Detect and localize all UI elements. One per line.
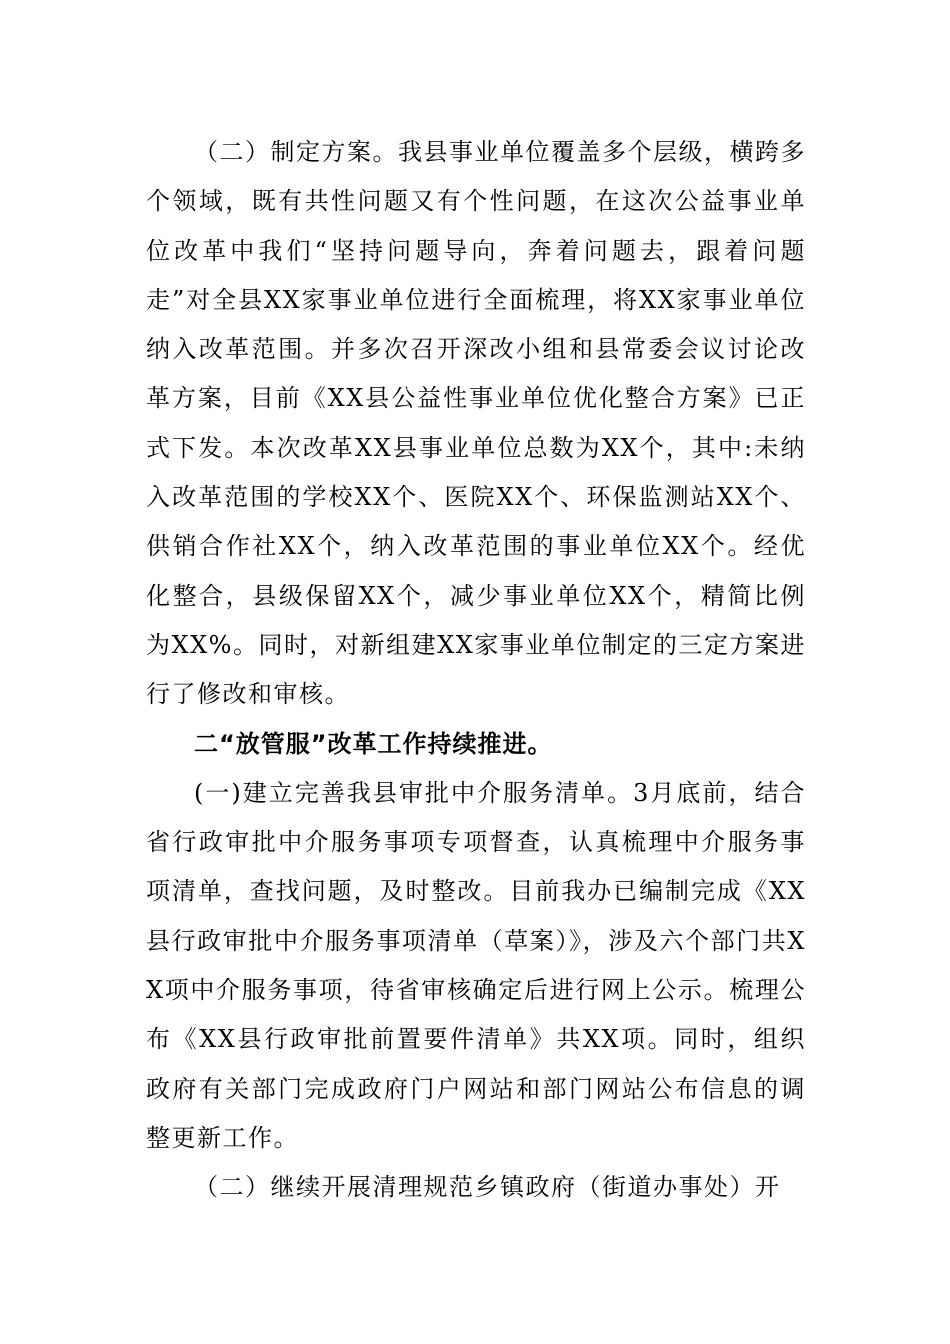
paragraph-township-cleanup: （二）继续开展清理规范乡镇政府（街道办事处）开 (194, 1173, 781, 1202)
paragraph-formulate-plan: （二）制定方案。我县事业单位覆盖多个层级，横跨多个领域，既有共性问题又有个性问题，在这次公益事业单位改革中我们“坚持问题导向，奔着问题去，跟着问题走”对全县XX家事业单位进行全面梳理，将XX家事业单位纳入改革范围。并多次召开深改小组和县常委会议讨论改革方案，目前《XX县公益性事业单位优化整合方案》已正式下发。本次改革XX县事业单位总数为XX个，其中:未纳入改革范围的学校XX个、医院XX个、环保监测站XX个、供销合作社XX个，纳入改革范围的事业单位XX个。经优化整合，县级保留XX个，减少事业单位XX个，精简比例为XX%。同时，对新组建XX家事业单位制定的三定方案进行了修改和审核。 (146, 138, 806, 709)
paragraph-intermediary-service-list: (一)建立完善我县审批中介服务清单。3月底前，结合省行政审批中介服务事项专项督查，认真梳理中介服务事项清单，查找问题，及时整改。目前我办已编制完成《XX县行政审批中介服务事项清单（草案）》，涉及六个部门共XX项中介服务事项，待省审核确定后进行网上公示。梳理公布《XX县行政审批前置要件清单》共XX项。同时，组织政府有关部门完成政府门户网站和部门网站公布信息的调整更新工作。 (146, 778, 806, 1152)
document-body (146, 128, 806, 1213)
section-heading-fangguanfu: 二“放管服”改革工作持续推进。 (194, 729, 553, 758)
